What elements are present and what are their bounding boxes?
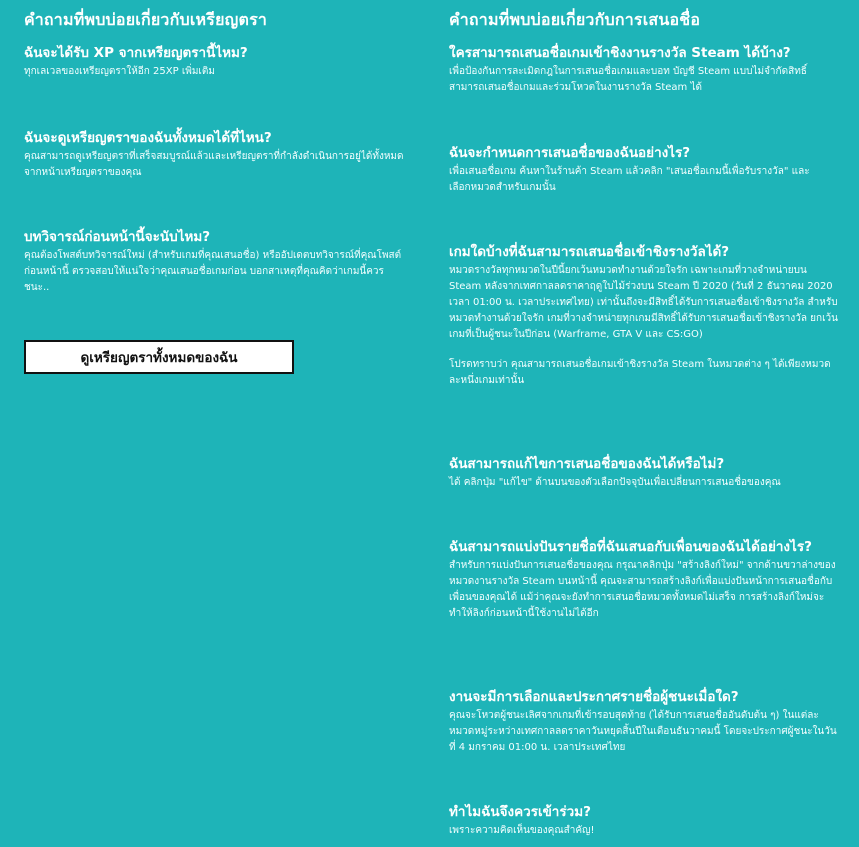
faq-question: ฉันจะดูเหรียญตราของฉันทั้งหมดได้ที่ไหน?	[24, 130, 272, 146]
faq-answer-text: เพราะความคิดเห็นของคุณสำคัญ!	[449, 825, 595, 836]
faq-answer	[449, 708, 841, 756]
view-all-badges-button[interactable]: ดูเหรียญตราทั้งหมดของฉัน	[24, 340, 294, 374]
faq-question: ฉันจะได้รับ XP จากเหรียญตรานี้ไหม?	[24, 45, 248, 61]
faq-question: ฉันสามารถแบ่งปันรายชื่อที่ฉันเสนอกับเพื่อนของฉันได้อย่างไร?	[449, 539, 812, 555]
faq-item-share-nominations	[449, 539, 841, 622]
faq-answer-text: เพื่อป้องกันการละเมิดกฎในการเสนอชื่อเกมและบอท บัญชี Steam แบบไม่จำกัดสิทธิ์สามารถเสนอชื่อเกมและร่วมโหวตในงานรางวัล Steam ได้	[449, 66, 807, 93]
faq-item-previous-reviews	[24, 229, 402, 296]
faq-question: ฉันสามารถแก้ไขการเสนอชื่อของฉันได้หรือไม่?	[449, 456, 725, 472]
faq-answer-text: ทุกเลเวลของเหรียญตราให้อีก 25XP เพิ่มเติม	[24, 66, 215, 77]
faq-answer	[449, 475, 841, 491]
faq-answer-text: คุณจะโหวตผู้ชนะเลิศจากเกมที่เข้ารอบสุดท้าย (ได้รับการเสนอชื่ออันดับต้น ๆ) ในแต่ละหมวดหมู่ระหว่างเทศกาลลดราคาวันหยุดสิ้นปีในเดือนธันวาคมนี้ โดยจะประกาศผู้ชนะในวันที่ 4 มกราคม 01:00 น. เวลาประเทศไทย	[449, 710, 837, 753]
faq-answer-text: เพื่อเสนอชื่อเกม ค้นหาในร้านค้า Steam แล้วคลิก "เสนอชื่อเกมนี้เพื่อรับรางวัล" และเลือกหมวดสำหรับเกมนั้น	[449, 166, 810, 193]
faq-item-edit-nominations	[449, 456, 841, 491]
faq-answer-text: คุณต้องโพสต์บทวิจารณ์ใหม่ (สำหรับเกมที่คุณเสนอชื่อ) หรืออัปเดตบทวิจารณ์ที่คุณโพสต์ก่อนหน้านี้ ตรวจสอบให้แน่ใจว่าคุณเสนอชื่อเกมก่อน บอกสาเหตุที่คุณคิดว่าเกมนี้ควรชนะ..	[24, 250, 402, 293]
faq-question: บทวิจารณ์ก่อนหน้านี้จะนับไหม?	[24, 229, 211, 245]
faq-answer	[24, 149, 404, 181]
faq-item-view-badges	[24, 130, 404, 181]
faq-answer	[449, 823, 841, 839]
faq-question: ฉันจะกำหนดการเสนอชื่อของฉันอย่างไร?	[449, 145, 691, 161]
faq-item-why-participate	[449, 804, 841, 839]
faq-answer	[449, 263, 841, 389]
faq-question: เกมใดบ้างที่ฉันสามารถเสนอชื่อเข้าชิงรางวัลได้?	[449, 244, 730, 260]
nominations-faq-heading: คำถามที่พบบ่อยเกี่ยวกับการเสนอชื่อ	[449, 10, 701, 29]
faq-item-winners-announced	[449, 689, 841, 756]
faq-answer	[24, 64, 414, 80]
faq-answer	[449, 558, 841, 622]
faq-answer-text: ได้ คลิกปุ่ม "แก้ไข" ด้านบนของตัวเลือกปัจจุบันเพื่อเปลี่ยนการเสนอชื่อของคุณ	[449, 477, 781, 488]
faq-answer-text: หมวดรางวัลทุกหมวดในปีนี้ยกเว้นหมวดทำงานด้วยใจรัก เฉพาะเกมที่วางจำหน่ายบน Steam หลังจากเทศกาลลดราคาฤดูใบไม้ร่วงบน Steam ปี 2020 (วันที่ 2 ธันวาคม 2020 เวลา 01:00 น. เวลาประเทศไทย) เท่านั้นถึงจะมีสิทธิ์ได้รับการเสนอชื่อเข้าชิงรางวัล สำหรับหมวดทำงานด้วยใจรัก เกมที่วางจำหน่ายทุกเกมมีสิทธิ์ได้รับการเสนอชื่อเข้าชิงรางวัล ยกเว้นเกมที่เป็นผู้ชนะในปีก่อน (Warframe, GTA V และ CS:GO)	[449, 265, 838, 340]
faq-question: ทำไมฉันจึงควรเข้าร่วม?	[449, 804, 591, 820]
faq-question: งานจะมีการเลือกและประกาศรายชื่อผู้ชนะเมื่อใด?	[449, 689, 739, 705]
faq-answer-text: สำหรับการแบ่งปันการเสนอชื่อของคุณ กรุณาคลิกปุ่ม "สร้างลิงก์ใหม่" จากด้านขวาล่างของหมวดงานรางวัล Steam บนหน้านี้ คุณจะสามารถสร้างลิงก์เพื่อแบ่งปันหน้าการเสนอชื่อกับเพื่อนของคุณได้ แม้ว่าคุณจะยังทำการเสนอชื่อหมวดทั้งหมดไม่เสร็จ การสร้างลิงก์ใหม่จะทำให้ลิงก์ก่อนหน้านี้ใช้งานไม่ได้อีก	[449, 560, 836, 619]
faq-answer-text: คุณสามารถดูเหรียญตราที่เสร็จสมบูรณ์แล้วและเหรียญตราที่กำลังดำเนินการอยู่ได้ทั้งหมดจากหน้าเหรียญตราของคุณ	[24, 151, 404, 178]
faq-item-how-to-nominate	[449, 145, 829, 196]
badges-faq-heading: คำถามที่พบบ่อยเกี่ยวกับเหรียญตรา	[24, 10, 268, 29]
faq-item-who-can-nominate	[449, 45, 841, 96]
badges-faq-column	[24, 0, 414, 293]
faq-item-eligible-games	[449, 244, 841, 389]
nominations-faq-column	[449, 0, 841, 836]
faq-answer	[449, 164, 829, 196]
faq-answer	[24, 248, 402, 296]
faq-answer-text: โปรดทราบว่า คุณสามารถเสนอชื่อเกมเข้าชิงรางวัล Steam ในหมวดต่าง ๆ ได้เพียงหมวดละหนึ่งเกมเท่านั้น	[449, 359, 831, 386]
faq-item-badge-xp	[24, 45, 414, 80]
faq-answer	[449, 64, 841, 96]
faq-question: ใครสามารถเสนอชื่อเกมเข้าชิงงานรางวัล Steam ได้บ้าง?	[449, 45, 791, 61]
